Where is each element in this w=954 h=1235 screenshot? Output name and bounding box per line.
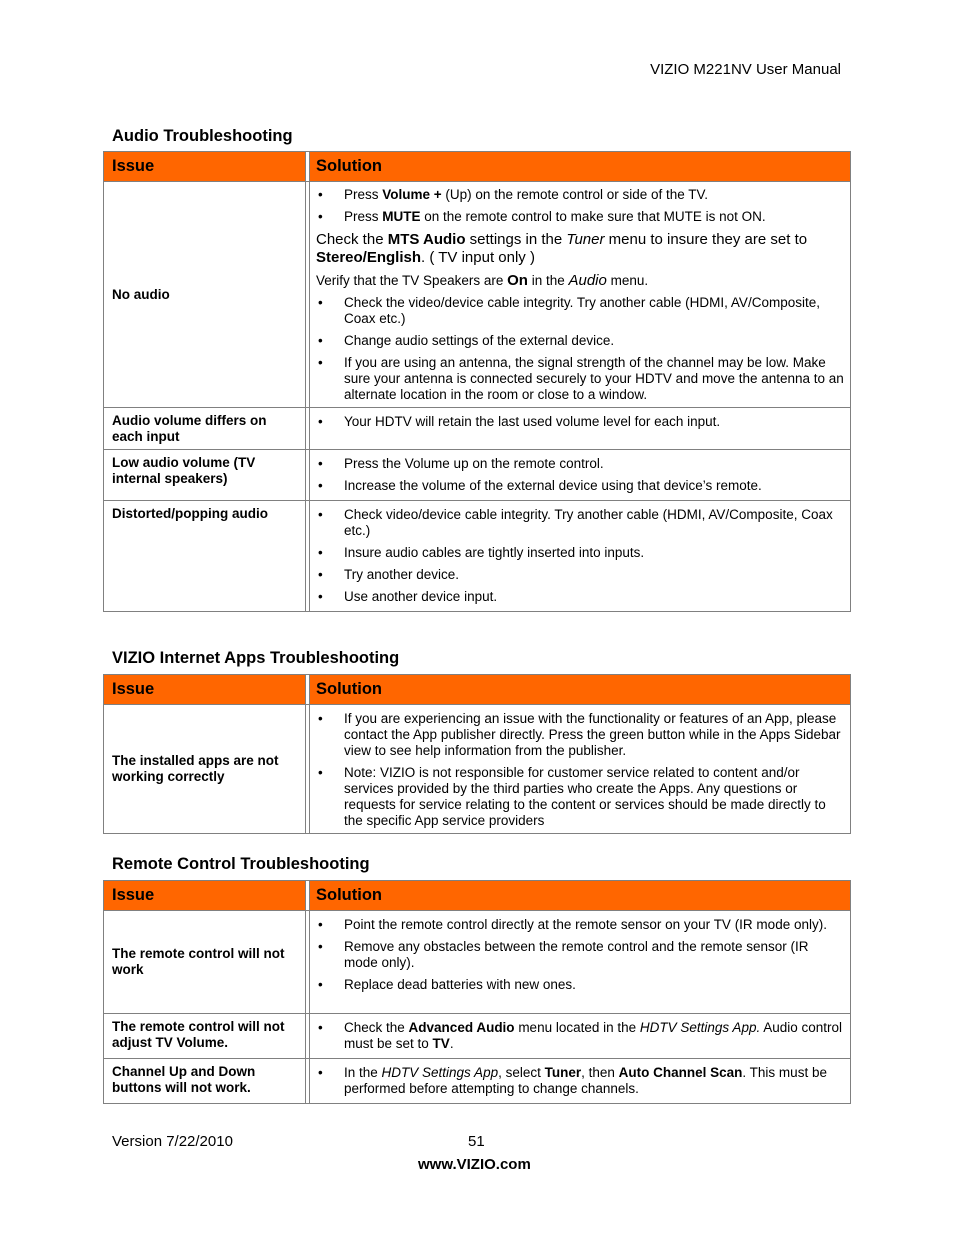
issue-volume-differs: Audio volume differs on each input: [112, 413, 267, 444]
issue-no-audio: No audio: [112, 286, 170, 302]
solution-item: • Your HDTV will retain the last used volume level for each input.: [316, 414, 844, 430]
col-solution: Solution: [310, 881, 850, 911]
remote-table: [103, 880, 851, 1104]
footer-url[interactable]: www.VIZIO.com: [418, 1156, 531, 1173]
page-number: 51: [468, 1133, 485, 1150]
col-solution: Solution: [310, 152, 850, 182]
solution-item: • Note: VIZIO is not responsible for customer service related to content and/or services provided by the third parties who create the Apps. Any questions or requests for service relating to the content or services should be made directly to the specific App service providers: [316, 765, 844, 829]
issue-remote-not-work: The remote control will not work: [112, 946, 285, 977]
issue-apps: The installed apps are not working correctly: [112, 753, 279, 784]
audio-heading: Audio Troubleshooting: [112, 127, 293, 145]
col-solution: Solution: [310, 675, 850, 705]
col-issue: Issue: [104, 675, 306, 705]
audio-table: [103, 151, 851, 612]
issue-remote-volume: The remote control will not adjust TV Volume.: [112, 1019, 285, 1050]
solution-item: • Increase the volume of the external device using that device’s remote.: [316, 478, 844, 494]
solution-item: • Check video/device cable integrity. Try another cable (HDMI, AV/Composite, Coax etc.): [316, 507, 844, 539]
solution-item: • Press the Volume up on the remote control.: [316, 456, 844, 472]
apps-heading: VIZIO Internet Apps Troubleshooting: [112, 649, 400, 667]
issue-distorted: Distorted/popping audio: [112, 506, 268, 521]
solution-item: • Use another device input.: [316, 589, 844, 605]
remote-heading: Remote Control Troubleshooting: [112, 855, 370, 873]
solution-item: • In the HDTV Settings App, select Tuner, then Auto Channel Scan. This must be performed before attempting to change channels.: [316, 1065, 844, 1097]
solution-item: • Try another device.: [316, 567, 844, 583]
solution-item: • Point the remote control directly at the remote sensor on your TV (IR mode only).: [316, 917, 844, 933]
col-issue: Issue: [104, 881, 306, 911]
footer-version: Version 7/22/2010: [112, 1133, 233, 1150]
solution-item: • Replace dead batteries with new ones.: [316, 977, 844, 993]
col-issue: Issue: [104, 152, 306, 182]
apps-table: [103, 674, 851, 834]
solution-item: • If you are experiencing an issue with the functionality or features of an App, please contact the App publisher directly. Press the green button while in the Apps Sidebar view to see help information from the publisher.: [316, 711, 844, 759]
solution-no-audio: • Press Volume + (Up) on the remote control or side of the TV. • Press MUTE on the remote control to make sure that MUTE is not ON. Check the MTS Audio settings in the Tuner menu to insure they are set to Stereo/English. ( TV input only ) Verify that the TV Speakers are On in the Audio menu. • Check the video/device cable integrity. Try another cable (HDMI, AV/Composite, Coax etc.) • Change audio settings of the external device. • If you are using an antenna, the signal strength of the channel may be low. Make sure your antenna is connected securely to your HDTV and move the antenna to an alternate location in the room or close to a window.: [310, 182, 850, 408]
issue-channel-buttons: Channel Up and Down buttons will not work.: [112, 1064, 256, 1095]
manual-title: VIZIO M221NV User Manual: [650, 61, 841, 78]
issue-low-volume: Low audio volume (TV internal speakers): [112, 455, 256, 486]
solution-item: • Remove any obstacles between the remote control and the remote sensor (IR mode only).: [316, 939, 844, 971]
solution-item: • Check the Advanced Audio menu located in the HDTV Settings App. Audio control must be set to TV.: [316, 1020, 844, 1052]
solution-item: • Insure audio cables are tightly inserted into inputs.: [316, 545, 844, 561]
